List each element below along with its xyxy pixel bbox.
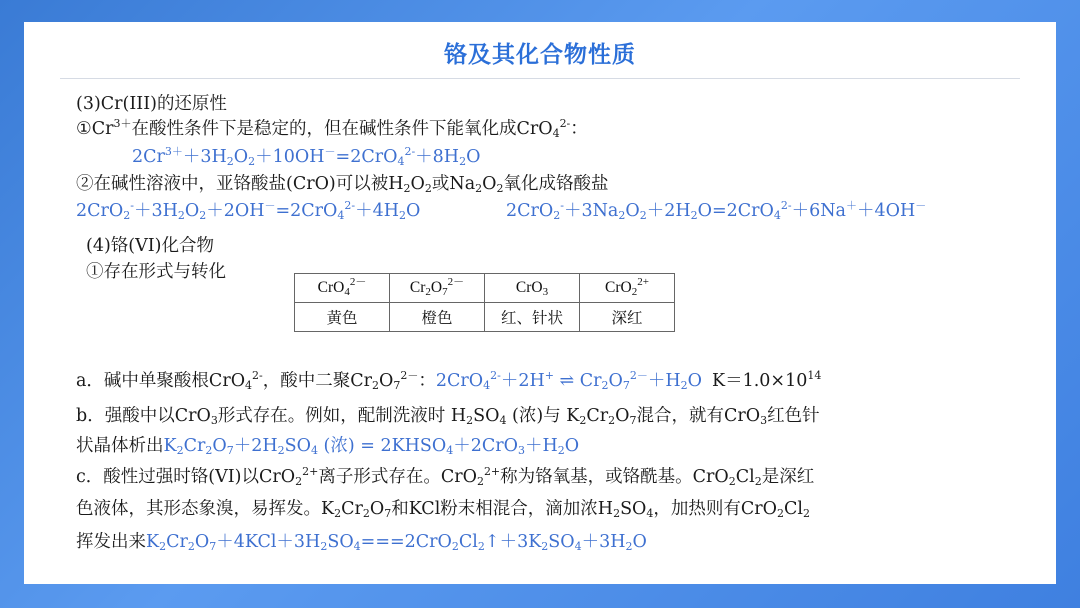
text-run: ，加热则有CrO [653,499,778,519]
eq-run: 2CrO [506,201,554,221]
eq-run: O [632,532,647,552]
subscript: 7 [629,414,637,427]
eq-run: O [608,371,623,391]
eq-run: ===2CrO [360,532,452,552]
subscript: 7 [384,507,392,520]
superscript: 2－ [400,369,419,382]
eq-run: ↑＋3K [484,532,542,552]
subscript: 2 [466,414,474,427]
eq-run: ＋2H [646,201,691,221]
superscript: 2- [252,369,263,382]
subscript: 2 [372,379,380,392]
eq-sup: - [130,199,134,212]
eq-run: 2CrO [435,371,484,391]
eq-run: O [466,147,481,167]
slide [24,22,1056,584]
eq-sup: 3＋ [164,145,183,158]
eq-run: O [184,201,200,221]
text-run: ②在碱性溶液中，亚铬酸盐(CrO)可以被H [76,174,404,194]
table-cell: 黄色 [295,303,390,332]
cell-run: CrO [317,279,345,296]
subscript: 2 [579,414,587,427]
table-header-cell [580,274,675,303]
eq-sub: 4 [773,209,781,222]
eq-run: =2CrO [275,201,338,221]
text-run: Cr [341,499,363,519]
text-run: O [615,406,630,426]
eq-sup: － [264,199,276,212]
eq-sub: 4 [310,444,318,457]
eq-run: Cl [458,532,478,552]
text-run: 和KCl粉末相混合，滴加浓H [391,499,614,519]
text-run: 离子形式存在。CrO [318,467,477,487]
eq-sup: － [324,145,336,158]
section-3-point-2 [76,172,609,196]
eq-run: SO [327,532,354,552]
eq-sub: 2 [477,540,485,553]
section-4-heading: (4)铬(VI)化合物 [86,236,214,256]
text-run: SO [473,406,500,426]
eq-sub: 4 [397,155,405,168]
subscript: 4 [646,507,654,520]
eq-sup: ＋ [845,199,857,212]
item-b-equation [164,436,580,456]
item-a-equation [436,371,702,391]
eq-sub: 2 [199,209,207,222]
equation-3 [506,199,926,223]
equation-1 [132,145,480,169]
eq-run: SO [548,532,575,552]
eq-run: ＋3H [182,147,227,167]
eq-run: (浓) = 2KHSO [317,436,447,456]
eq-sup: 2- [780,199,792,212]
subscript: 2 [424,182,432,195]
eq-sup: － [915,199,927,212]
table-header-cell [390,274,485,303]
eq-sub: 2 [553,209,561,222]
eq-sub: 3 [518,444,526,457]
subscript: 2 [777,507,785,520]
item-a [76,369,821,393]
text-run: 氧化成铬酸盐 [503,174,609,194]
cell-sub: 2 [425,286,431,298]
text-run: 挥发出来 [76,532,146,552]
eq-run: 2CrO [76,201,124,221]
text-run: ，酸中二聚Cr [262,371,373,391]
text-run: a．碱中单聚酸根CrO [76,371,246,391]
item-c-line-1 [76,465,814,489]
text-run: 在酸性条件下是稳定的，但在碱性条件下能氧化成CrO [131,119,553,139]
item-b-line-1 [76,404,820,428]
eq-run: K [163,436,177,456]
item-b-line-2 [76,434,579,458]
eq-sub: 2 [205,444,213,457]
eq-sub: 2 [277,444,285,457]
item-c-line-2 [76,497,810,521]
text-run: (浓)与 K [506,406,580,426]
page-title: 铬及其化合物性质 [444,42,636,68]
subscript: 3 [210,414,218,427]
eq-run: O [687,371,703,391]
eq-run: ＋H [525,436,558,456]
eq-run: ＋10OH [255,147,325,167]
text-run: 是深红 [761,467,815,487]
eq-run: ＋2H [233,436,278,456]
section-3-heading: (3)Cr(III)的还原性 [76,94,227,114]
title-divider [60,78,1020,79]
cell-sup: 2－ [349,276,367,288]
cell-sub: 4 [344,286,350,298]
text-run: Cl [784,499,804,519]
subscript: 3 [760,414,768,427]
eq-sub: 2 [690,209,698,222]
cell-sub: 2 [631,286,638,298]
text-run: 混合，就有CrO [636,406,761,426]
cell-sup: 2－ [447,276,465,288]
text-run: 称为铬氧基，或铬酰基。CrO [500,467,729,487]
item-c-line-3 [76,530,647,554]
text-run: 状晶体析出 [76,436,164,456]
eq-run: ＋3H [581,532,626,552]
table-row [295,303,675,332]
eq-run: 2Cr [132,147,165,167]
eq-sub: 2 [187,540,195,553]
eq-run: O [194,532,210,552]
subscript: 2 [803,507,811,520]
eq-run: O [212,436,227,456]
eq-sub: 2 [557,444,565,457]
eq-run: ＋4OH [856,201,916,221]
text-run: K＝1.0×10 [712,371,808,391]
text-run: SO [620,499,647,519]
cell-run: CrO [515,279,543,296]
superscript: 14 [807,369,822,382]
section-3-point-1 [76,117,588,141]
equilibrium-constant [712,371,821,391]
subscript: 4 [552,127,560,140]
eq-sub: 4 [337,209,345,222]
eq-sub: 2 [618,209,626,222]
eq-run: ＋4KCl＋3H [216,532,321,552]
eq-sub: 2 [177,209,185,222]
subscript: 2 [295,475,303,488]
eq-sup: 2- [490,369,501,382]
subscript: 2 [476,475,484,488]
eq-sub: 2 [459,155,467,168]
text-run: O [379,371,394,391]
cell-run: Cr [409,279,426,296]
eq-sub: 4 [446,444,454,457]
eq-sub: 2 [248,155,256,168]
text-run: 色液体，其形态象溴，易挥发。K [76,499,335,519]
eq-sub: 7 [226,444,234,457]
eq-run: SO [284,436,311,456]
superscript: 3＋ [113,117,132,130]
text-run: ： [418,371,436,391]
eq-run: ＋2H [500,371,545,391]
text-run: Cl [735,467,755,487]
eq-sub: 2 [625,540,633,553]
eq-sub: 2 [399,209,407,222]
eq-sub: 2 [226,155,234,168]
superscript: 2+ [302,465,319,478]
superscript: 2- [559,117,571,130]
eq-run: ＋4H [355,201,400,221]
text-run: O [410,174,425,194]
eq-sub: 2 [451,540,459,553]
subscript: 4 [245,379,253,392]
subscript: 2 [754,475,762,488]
text-run: ①Cr [76,119,114,139]
eq-sub: 2 [320,540,328,553]
eq-sup: - [560,199,564,212]
eq-run: O [625,201,640,221]
eq-run: O=2CrO [697,201,774,221]
eq-sub: 4 [483,379,491,392]
table-header-cell [295,274,390,303]
eq-run: Cr [166,532,188,552]
subscript: 7 [393,379,401,392]
eq-sub: 7 [209,540,217,553]
eq-run: O [406,201,421,221]
eq-sub: 4 [353,540,361,553]
eq-sub: 2 [123,209,131,222]
table-cell: 橙色 [390,303,485,332]
text-run: c．酸性过强时铬(VI)以CrO [76,467,296,487]
cell-sub: 7 [442,286,448,298]
cell-sub: 3 [542,286,549,298]
eq-sub: 2 [601,379,609,392]
subscript: 2 [475,182,483,195]
text-run: 红色针 [767,406,820,426]
cell-run: O [430,279,443,296]
eq-run: ＋H [647,371,681,391]
text-run: b．强酸中以CrO [76,406,211,426]
text-run: O [482,174,497,194]
eq-run: ⇌ [553,371,580,391]
eq-sub: 2 [680,379,688,392]
table-cell: 深红 [580,303,675,332]
eq-sup: + [544,369,554,382]
subscript: 2 [608,414,616,427]
text-run: O [369,499,385,519]
eq-run: Cr [579,371,602,391]
eq-sub: 2 [541,540,549,553]
eq-run: =2CrO [335,147,398,167]
cell-sup: 2+ [637,276,649,288]
eq-run: Cr [183,436,206,456]
eq-run: ＋6Na [791,201,846,221]
item-c-equation [146,532,647,552]
cell-run: CrO [605,279,632,296]
equation-2 [76,199,420,223]
subscript: 2 [362,507,370,520]
eq-sub: 2 [639,209,647,222]
table-row [295,274,675,303]
table-header-cell [485,274,580,303]
eq-run: ＋8H [415,147,460,167]
subscript: 2 [403,182,411,195]
section-4-subheading: ①存在形式与转化 [86,262,226,282]
eq-run: ＋3Na [563,201,619,221]
eq-sub: 2 [159,540,167,553]
eq-run: K [146,532,160,552]
species-color-table [294,273,675,332]
subscript: 4 [499,414,507,427]
text-run: ： [570,119,588,139]
eq-sup: 2- [344,199,356,212]
eq-sup: 2－ [629,369,648,382]
subscript: 2 [613,507,621,520]
eq-sub: 7 [622,379,630,392]
table-cell: 红、针状 [485,303,580,332]
eq-run: ＋2CrO [453,436,519,456]
text-run: 或Na [431,174,476,194]
eq-run: ＋2OH [206,201,265,221]
eq-sup: 2- [404,145,416,158]
subscript: 2 [728,475,736,488]
text-run: Cr [586,406,609,426]
eq-run: O [564,436,580,456]
subscript: 2 [496,182,504,195]
eq-sub: 4 [574,540,582,553]
subscript: 2 [334,507,342,520]
text-run: 形式存在。例如，配制洗液时 H [217,406,467,426]
eq-sub: 2 [176,444,184,457]
eq-run: O [233,147,249,167]
superscript: 2+ [483,465,501,478]
eq-run: ＋3H [133,201,178,221]
